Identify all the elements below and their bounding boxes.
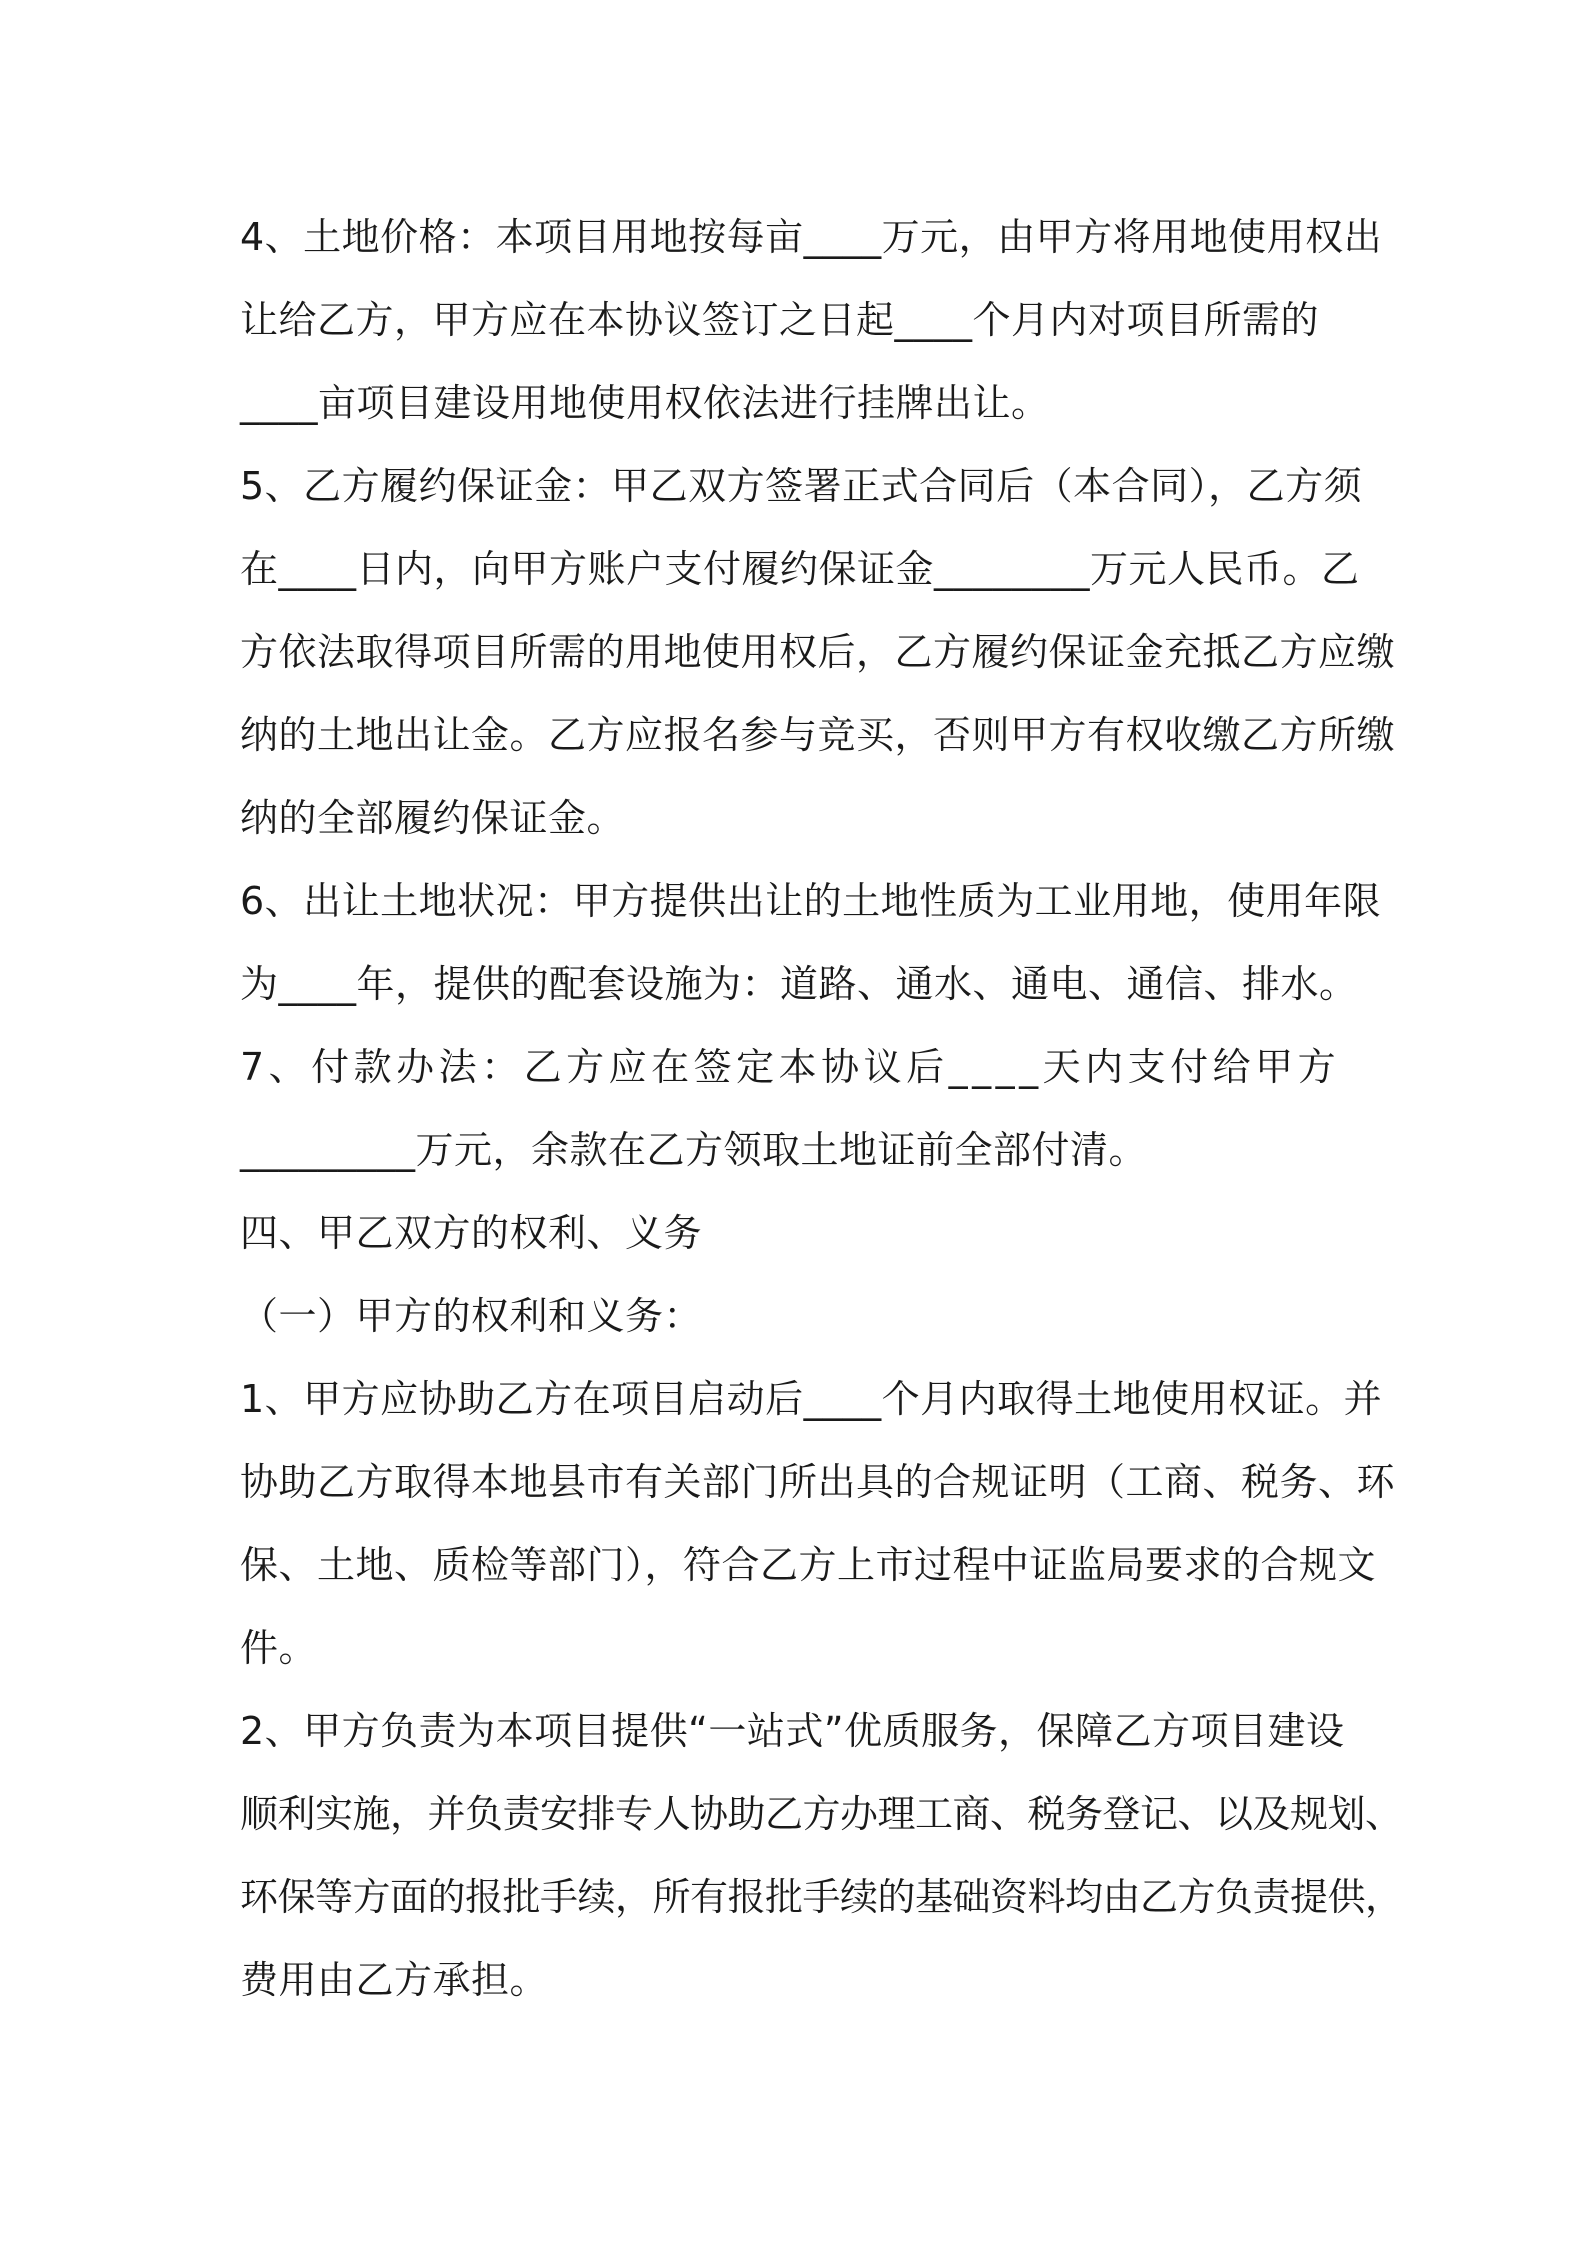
text-line: ____亩项目建设用地使用权依法进行挂牌出让。 (240, 381, 1050, 425)
party-a-duty-1 (240, 1358, 1396, 1690)
text-line: 4、土地价格：本项目用地按每亩____万元，由甲方将用地使用权出 (240, 215, 1383, 259)
clause-7-payment-method (240, 1026, 1360, 1192)
document-body (240, 196, 1403, 2022)
text-line: 7、付款办法：乙方应在签定本协议后____天内支付给甲方 (240, 1045, 1341, 1089)
clause-5-performance-bond (240, 445, 1396, 860)
text-line: 顺利实施，并负责安排专人协助乙方办理工商、税务登记、以及规划、 (240, 1792, 1403, 1836)
clause-6-land-status (240, 860, 1382, 1026)
text-line: 在____日内，向甲方账户支付履约保证金________万元人民币。乙 (240, 547, 1360, 591)
text-line: 5、乙方履约保证金：甲乙双方签署正式合同后（本合同），乙方须 (240, 464, 1363, 508)
text-line: 纳的全部履约保证金。 (240, 796, 626, 840)
text-line: 方依法取得项目所需的用地使用权后，乙方履约保证金充抵乙方应缴 (240, 630, 1396, 674)
text-line: 件。 (240, 1626, 318, 1670)
section-heading: 四、甲乙双方的权利、义务 (240, 1211, 703, 1255)
text-line: 费用由乙方承担。 (240, 1958, 549, 2002)
text-line: 环保等方面的报批手续，所有报批手续的基础资料均由乙方负责提供， (240, 1875, 1403, 1919)
text-line: 协助乙方取得本地县市有关部门所出具的合规证明（工商、税务、环 (240, 1460, 1396, 1504)
section-4-heading (240, 1192, 1360, 1275)
text-line: 1、甲方应协助乙方在项目启动后____个月内取得土地使用权证。并 (240, 1377, 1383, 1421)
party-a-duty-2 (240, 1690, 1403, 2022)
text-line: _________万元，余款在乙方领取土地证前全部付清。 (240, 1128, 1148, 1172)
text-line: 为____年，提供的配套设施为：道路、通水、通电、通信、排水。 (240, 962, 1358, 1006)
subsection-party-a-heading (240, 1275, 1360, 1358)
text-line: 6、出让土地状况：甲方提供出让的土地性质为工业用地，使用年限 (240, 879, 1382, 923)
subsection-heading: （一）甲方的权利和义务： (240, 1294, 703, 1338)
clause-4-land-price (240, 196, 1383, 445)
text-line: 让给乙方，甲方应在本协议签订之日起____个月内对项目所需的 (240, 298, 1320, 342)
text-line: 保、土地、质检等部门），符合乙方上市过程中证监局要求的合规文 (240, 1543, 1377, 1587)
text-line: 纳的土地出让金。乙方应报名参与竞买，否则甲方有权收缴乙方所缴 (240, 713, 1396, 757)
text-line: 2、甲方负责为本项目提供“一站式”优质服务，保障乙方项目建设 (240, 1709, 1345, 1753)
